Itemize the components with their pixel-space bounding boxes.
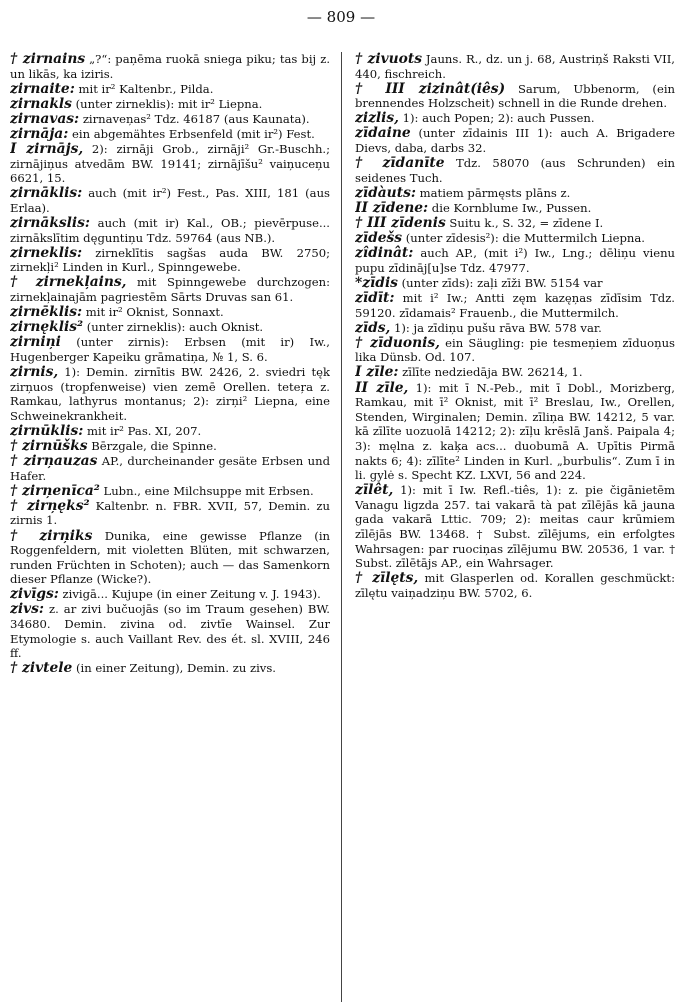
entry-definition: mit Glasperlen od. Korallen geschmückt: zīlętu vaiņadziņu BW. 5702, 6.	[355, 571, 675, 600]
entry-headword: zirnęklis²	[10, 319, 84, 336]
entry-definition: zivigā... Kujupe (in einer Zeitung v. J. 1943).	[58, 587, 321, 602]
entry-headword: zīdešs	[355, 230, 403, 247]
entry-headword: † zirņęks²	[10, 497, 90, 514]
entry-headword: *zīdis	[355, 274, 398, 291]
dictionary-entry	[10, 82, 330, 97]
dictionary-entry	[10, 246, 330, 275]
entry-definition: mit Spinngewebe durchzogen: zirnekļainajām pagriestēm Sārts Druvas san 61.	[10, 275, 330, 304]
column-divider	[341, 52, 342, 1002]
dictionary-entry	[10, 320, 330, 335]
entry-headword: zirnaite:	[10, 80, 75, 97]
entry-headword: I zirnājs,	[10, 141, 84, 158]
entry-definition: Lubn., eine Milchsuppe mit Erbsen.	[99, 483, 314, 498]
entry-headword: zirneklis:	[10, 244, 83, 261]
entry-definition: 1): mit ī N.-Peb., mit ī Dobl., Morizberg, Ramkau, mit ī² Oknist, mit ī² Breslau, Iw., Orellen, Stenden, Wirginalen; Demin. zīliņa BW. 14212, 5 var. kā zīlīte uozuolā 14212; 2): zīļu krēslā Janš. Paipala 4; 3): męlna z. kaķa acs... duobumā A. Upītis Pirmā nakts 6; 4): zīlīte² Linden in Kurl. „burbulis“. Zum ī in li. gylė s. Specht KZ. LXVI, 56 and 224.	[355, 380, 675, 483]
dictionary-entry	[10, 127, 330, 142]
entry-definition: „?“: paņēma ruokā sniega piku; tas bij z. un likās, ka iziris.	[10, 52, 330, 81]
dictionary-entry	[10, 424, 330, 439]
entry-definition: Tdz. 58070 (aus Schrunden) ein seidenes Tuch.	[355, 156, 675, 185]
entry-headword: zīdàuts:	[355, 184, 416, 201]
dictionary-entry	[355, 156, 675, 185]
entry-headword: † zīduonis,	[355, 334, 440, 351]
entry-headword: † zirnains	[10, 52, 86, 67]
dictionary-entry	[10, 216, 330, 245]
entry-headword: † III zīdenis	[355, 215, 446, 232]
dictionary-entry	[355, 216, 675, 231]
entry-headword: I zīle:	[355, 364, 399, 381]
dictionary-entry	[10, 587, 330, 602]
entry-headword: † zirnekļains,	[10, 274, 127, 291]
dictionary-entry	[355, 52, 675, 81]
entry-headword: † zīdanīte	[355, 155, 445, 172]
entry-headword: zivs:	[10, 601, 44, 618]
entry-definition: (unter zirneklis): auch Oknist.	[83, 320, 264, 335]
dictionary-entry	[10, 142, 330, 186]
entry-headword: II zīle,	[355, 379, 409, 396]
entry-definition: (unter zīdainis III 1): auch A. Brigadere Dievs, daba, darbs 32.	[355, 126, 675, 156]
entry-definition: mit i² Iw.; Antti zęm kazęņas zīdīsim Tdz. 59120. zīdamais² Frauenb., die Muttermilch.	[355, 291, 675, 320]
dictionary-entry	[10, 454, 330, 483]
entry-definition: mit ir² Oknist, Sonnaxt.	[82, 305, 224, 320]
entry-definition: auch (mit ir) Kal., OB.; pievērpuse... zirnākslītim dęguntiņu Tdz. 59764 (aus NB.).	[10, 216, 330, 245]
entry-definition: (unter zīdesis²): die Muttermilch Liepna.	[402, 231, 645, 246]
entry-definition: zirnaveņas² Tdz. 46187 (aus Kaunata).	[79, 111, 310, 126]
dictionary-entry	[355, 201, 675, 216]
entry-headword: zīdīt:	[355, 290, 395, 306]
entry-definition: Bērzgale, die Spinne.	[87, 438, 217, 453]
entry-headword: zirnakls	[10, 95, 72, 112]
dictionary-entry	[355, 126, 675, 155]
dictionary-entry	[355, 82, 675, 111]
entry-headword: † zivtele	[10, 660, 73, 677]
dictionary-entry	[10, 439, 330, 454]
dictionary-entry	[10, 365, 330, 423]
entry-definition: auch AP., (mit i²) Iw., Lng.; dēliņu vienu pupu zīdināj[u]se Tdz. 47977.	[355, 246, 675, 275]
entry-definition: mit ir² Pas. XI, 207.	[83, 423, 202, 438]
entry-headword: zirnāja:	[10, 125, 69, 142]
entry-headword: zirniņi	[10, 334, 61, 351]
dictionary-entry	[355, 111, 675, 126]
entry-headword: zīdaine	[355, 125, 411, 142]
dictionary-entry	[10, 186, 330, 215]
entry-headword: † III zizinât(iês)	[355, 80, 506, 97]
entry-headword: † zirņiks	[10, 527, 93, 544]
dictionary-entry	[355, 276, 675, 291]
entry-definition: Dunika, eine gewisse Pflanze (in Roggenfeldern, mit violetten Blüten, mit schwarzen, runden Früchten in Schoten); auch — das Samenkorn dieser Pflanze (Wicke?).	[10, 528, 330, 587]
entry-definition: (in einer Zeitung), Demin. zu zivs.	[72, 661, 276, 676]
entry-headword: zivīgs:	[10, 586, 59, 603]
dictionary-entry	[10, 97, 330, 112]
entry-definition: ein abgemähtes Erbsenfeld (mit ir²) Fest.	[68, 126, 315, 141]
entry-definition: (unter zīds): zaļi zīži BW. 5154 var	[397, 275, 603, 290]
entry-definition: 1): Demin. zirnītis BW. 2426, 2. sviedri tęk zirņuos (tropfenweise) vien zemē Orellen. teteŗa z. Ramkau, lathyrus montanus; 2): zirņi² Liepna, eine Schweinekrankheit.	[10, 364, 330, 423]
entry-headword: zizlis,	[355, 110, 399, 127]
dictionary-entry	[355, 321, 675, 336]
entry-headword: † zirnūšks	[10, 437, 88, 454]
right-column	[355, 52, 675, 1002]
entry-headword: † zīlęts,	[355, 570, 419, 587]
dictionary-entry	[355, 483, 675, 571]
entry-definition: (unter zirnis): Erbsen (mit ir) Iw., Hugenberger Kapeiku grāmatiņa, № 1, S. 6.	[10, 335, 330, 364]
entry-headword: † zivuots	[355, 52, 422, 67]
dictionary-entry	[355, 186, 675, 201]
entry-headword: † zirņenīca²	[10, 482, 100, 499]
entry-headword: zirnāklis:	[10, 185, 83, 202]
page-number: — 809 —	[306, 8, 376, 26]
entry-headword: † zirņauzas	[10, 453, 98, 470]
entry-headword: zīlêt,	[355, 482, 394, 499]
entry-headword: zirnavas:	[10, 110, 80, 127]
dictionary-entry	[355, 336, 675, 365]
entry-headword: II zīdene:	[355, 199, 429, 216]
dictionary-entry	[355, 246, 675, 275]
dictionary-entry	[10, 529, 330, 587]
dictionary-entry	[10, 52, 330, 81]
entry-definition: mit ir² Kaltenbr., Pilda.	[74, 81, 214, 96]
dictionary-entry	[355, 571, 675, 600]
entry-definition: (unter zirneklis): mit ir² Liepna.	[71, 96, 263, 111]
dictionary-entry	[10, 499, 330, 528]
entry-definition: zīlīte nedziedāja BW. 26214, 1.	[398, 365, 583, 380]
dictionary-entry	[10, 484, 330, 499]
entry-headword: zirnūklis:	[10, 422, 84, 439]
left-column	[10, 52, 330, 1002]
entry-definition: AP., durcheinander gesäte Erbsen und Hafer.	[10, 454, 330, 483]
dictionary-entry	[355, 381, 675, 483]
entry-definition: auch (mit ir²) Fest., Pas. XIII, 181 (aus Erlaa).	[10, 186, 330, 215]
entry-definition: Sarum, Ubbenorm, (ein brennendes Holzscheit) schnell in die Runde drehen.	[355, 81, 675, 111]
entry-definition: die Kornblume Iw., Pussen.	[428, 200, 592, 215]
entry-definition: 1): mit ī Iw. Refl.-tiês, 1): z. pie čigānietēm Vanagu ligzda 257. tai vakarā tà pat zīlējās kā jauna gada vakarā Lttic. 709; 2): meitas caur krūmiem zīlējās BW. 13468. † Subst. zīlējums, ein erfolgtes Wahrsagen: par ruociņas zīlējumu BW. 20536, 1 var. † Subst. zīlētājs AP., ein Wahrsager.	[355, 483, 675, 571]
dictionary-entry	[10, 305, 330, 320]
entry-definition: Suitu k., S. 32, = zīdene I.	[445, 216, 604, 231]
dictionary-entry	[10, 602, 330, 660]
entry-definition: 2): zirnāji Grob., zirnāji² Gr.-Buschh.; zirnājiņus atvedām BW. 19141; zirnājīšu² vaiņuceņu 6621, 15.	[10, 142, 330, 186]
dictionary-entry	[10, 112, 330, 127]
entry-definition: 1): auch Popen; 2): auch Pussen.	[398, 111, 595, 126]
dictionary-entry	[355, 231, 675, 246]
entry-headword: zīds,	[355, 319, 391, 336]
entry-headword: zirnākslis:	[10, 215, 90, 232]
dictionary-entry	[10, 335, 330, 364]
entry-headword: zîdinât:	[355, 245, 414, 262]
entry-definition: z. ar zivi bučuojās (so im Traum gesehen) BW. 34680. Demin. zivina od. zivtīe Wainsel. Zur Etymologie s. auch Vaillant Rev. des ét. sl. XVIII, 246 ff.	[10, 602, 330, 661]
dictionary-entry	[10, 661, 330, 676]
entry-headword: zirnis,	[10, 363, 59, 380]
dictionary-entry	[355, 291, 675, 320]
entry-definition: Jauns. R., dz. un j. 68, Austriņš Raksti VII, 440, fischreich.	[355, 52, 675, 81]
dictionary-entry	[10, 275, 330, 304]
entry-headword: zirnēklis:	[10, 304, 83, 321]
entry-definition: zirneklītis sagšas auda BW. 2750; zirnekļi² Linden in Kurl., Spinngewebe.	[10, 245, 330, 275]
dictionary-entry	[355, 365, 675, 380]
entry-definition: 1): ja zīdiņu pušu rāva BW. 578 var.	[390, 320, 602, 335]
entry-definition: Kaltenbr. n. FBR. XVII, 57, Demin. zu zirnis 1.	[10, 498, 330, 528]
entry-definition: ein Säugling: pie tesmeņiem zīduoņus lika Dünsb. Od. 107.	[355, 335, 675, 365]
entry-definition: matiem pārmęsts plāns z.	[415, 185, 571, 200]
